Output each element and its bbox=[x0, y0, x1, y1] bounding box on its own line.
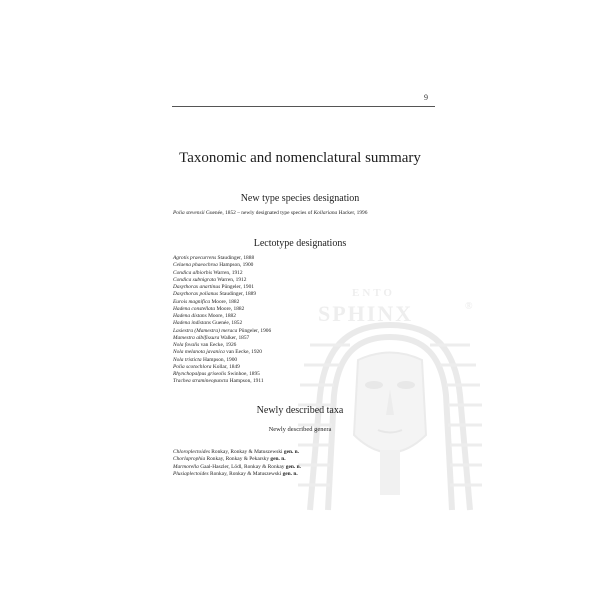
taxon-name: Hadena constellata bbox=[173, 305, 216, 312]
taxon-author: Staudinger, 1888 bbox=[217, 255, 255, 261]
genus-status: gen. n. bbox=[285, 463, 301, 470]
taxon-author: Kollar, 1849 bbox=[212, 363, 240, 370]
page-number: 9 bbox=[424, 93, 428, 102]
genus-name: Chorlaprophia bbox=[173, 456, 206, 463]
taxon-name: Nola fovalis bbox=[173, 342, 200, 348]
lectotype-item bbox=[173, 277, 271, 284]
taxon-name: Nola melanota javanica bbox=[173, 349, 225, 356]
taxon-name: Hadena distans bbox=[173, 313, 207, 319]
lectotype-item bbox=[173, 320, 271, 327]
taxon-author: Walker, 1857 bbox=[220, 334, 250, 341]
taxon-name: Lasiestra (Mamestra) meraca bbox=[173, 327, 238, 334]
entosphinx-watermark bbox=[290, 285, 490, 515]
lectotype-item bbox=[173, 378, 271, 385]
new-taxa-heading: Newly described taxa bbox=[256, 405, 344, 416]
taxon-author: Warren, 1912 bbox=[213, 269, 243, 276]
new-genus-item bbox=[173, 471, 301, 478]
watermark-registered-mark: ® bbox=[465, 301, 474, 312]
lectotype-item bbox=[173, 284, 271, 291]
taxon-author: Guenée, 1852 bbox=[212, 320, 243, 327]
lectotype-item bbox=[173, 371, 271, 378]
lectotype-item bbox=[173, 342, 271, 349]
watermark-main-text: SPHINX bbox=[318, 301, 414, 326]
header-rule bbox=[172, 106, 435, 107]
genus-status: gen. n. bbox=[283, 449, 300, 455]
species-name: Polia stevensii bbox=[173, 210, 205, 216]
lectotype-list bbox=[173, 255, 271, 386]
taxon-author: Hampson, 1900 bbox=[219, 262, 254, 269]
new-genera-list bbox=[173, 449, 301, 478]
lectotype-item bbox=[173, 349, 271, 356]
page-title: Taxonomic and nomenclatural summary bbox=[179, 150, 421, 166]
taxon-author: Staudinger, 1889 bbox=[219, 291, 257, 298]
watermark-top-text: ENTO bbox=[352, 287, 395, 299]
type-species-entry bbox=[173, 210, 367, 217]
lectotype-item bbox=[173, 364, 271, 371]
new-genus-item bbox=[173, 449, 301, 456]
taxon-name: Hadena indistans bbox=[173, 320, 211, 327]
genus-name: Chloroplectoides bbox=[173, 449, 210, 455]
taxon-author: van Eecke, 1920 bbox=[226, 349, 262, 356]
taxon-name: Rhynchopalpus griseolis bbox=[173, 371, 227, 377]
genus-author: Hacker, 1996 bbox=[337, 210, 368, 216]
taxon-name: Agrotis praecurrens bbox=[173, 255, 217, 261]
genus-name: Plusiaplectoides bbox=[173, 470, 209, 477]
taxon-name: Dasythorax polianus bbox=[173, 291, 219, 298]
lectotype-item bbox=[173, 255, 271, 262]
taxon-author: Moore, 1882 bbox=[208, 313, 236, 319]
taxon-author: Hampson, 1900 bbox=[202, 356, 238, 363]
taxon-name: Polia scotochlora bbox=[173, 363, 212, 370]
genus-author: Ronkay, Ronkay & Matuszewski bbox=[211, 449, 283, 455]
lectotype-item bbox=[173, 306, 271, 313]
taxon-name: Condica albiorbis bbox=[173, 269, 213, 276]
lectotype-item bbox=[173, 291, 271, 298]
lectotype-item bbox=[173, 262, 271, 269]
taxon-name: Eurois magnifica bbox=[173, 298, 211, 305]
taxon-name: Dasythorax anartinus bbox=[173, 284, 221, 290]
lectotype-item bbox=[173, 299, 271, 306]
genus-name: Kollariana bbox=[313, 210, 338, 216]
taxon-author: Warren, 1912 bbox=[217, 276, 247, 283]
lectotype-item bbox=[173, 357, 271, 364]
taxon-author: Püngeler, 1906 bbox=[238, 327, 272, 334]
taxon-name: Trachea stramineopuncta bbox=[173, 378, 229, 385]
new-genus-item bbox=[173, 464, 301, 471]
lectotype-heading: Lectotype designations bbox=[253, 238, 347, 249]
taxon-author: Swinhoe, 1895 bbox=[227, 371, 260, 377]
entry-text: Guenée, 1852 – newly designated type species of bbox=[204, 210, 314, 216]
genus-author: Ronkay, Ronkay & Matuszewski bbox=[210, 470, 282, 477]
new-genera-subheading: Newly described genera bbox=[268, 426, 332, 433]
lectotype-item bbox=[173, 270, 271, 277]
genus-author: Gaal-Haszler, Lödl, Ronkay & Ronkay bbox=[200, 463, 285, 470]
taxon-name: Mamestra albifissura bbox=[173, 334, 220, 341]
taxon-name: Condica subnigrata bbox=[173, 276, 216, 283]
taxon-author: Moore, 1882 bbox=[211, 298, 240, 305]
taxon-name: Nola tristicta bbox=[173, 356, 202, 363]
genus-name: Marmorella bbox=[173, 463, 199, 470]
taxon-author: Hampson, 1911 bbox=[229, 378, 264, 385]
taxon-author: Püngeler, 1901 bbox=[221, 284, 254, 290]
genus-status: gen. n. bbox=[270, 456, 286, 463]
taxon-name: Celaena phaeochroa bbox=[173, 262, 218, 269]
new-genus-item bbox=[173, 456, 301, 463]
taxon-author: Moore, 1882 bbox=[216, 305, 245, 312]
lectotype-item bbox=[173, 335, 271, 342]
taxon-author: van Eecke, 1926 bbox=[200, 342, 237, 348]
genus-status: gen. n. bbox=[282, 470, 298, 477]
lectotype-item bbox=[173, 328, 271, 335]
lectotype-item bbox=[173, 313, 271, 320]
genus-author: Ronkay, Ronkay & Pekarsky bbox=[206, 456, 270, 463]
type-species-heading: New type species designation bbox=[240, 193, 360, 204]
